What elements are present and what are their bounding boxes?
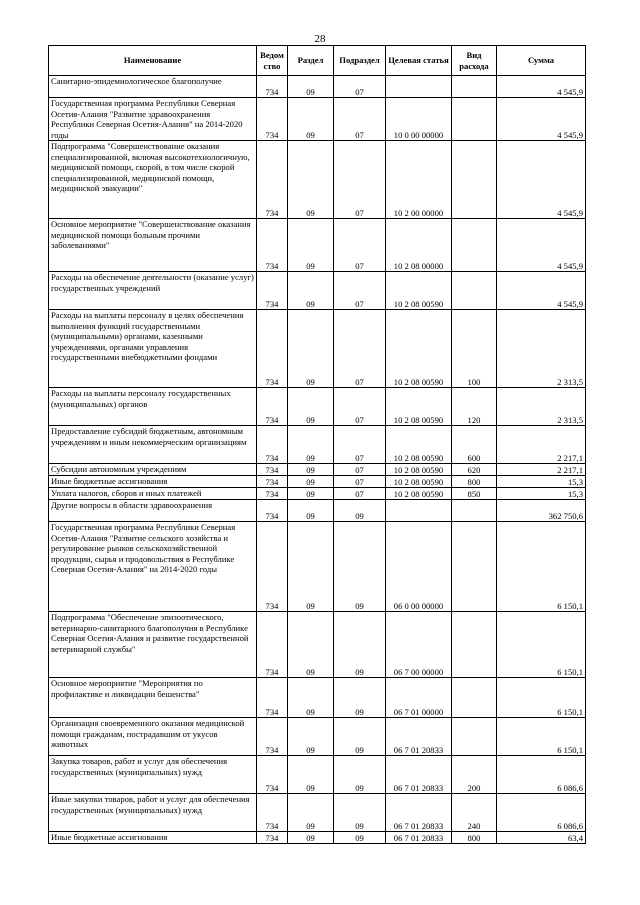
cell-summa: 362 750,6 (497, 500, 586, 522)
cell-summa: 4 545,9 (497, 272, 586, 310)
cell-statya: 10 2 08 00590 (386, 426, 452, 464)
cell-razdel: 09 (288, 612, 334, 678)
cell-razdel: 09 (288, 464, 334, 476)
table-row (49, 310, 586, 388)
cell-vid: 240 (452, 794, 497, 832)
cell-razdel: 09 (288, 98, 334, 141)
cell-summa: 2 217,1 (497, 426, 586, 464)
cell-vid (452, 522, 497, 612)
cell-statya: 10 2 08 00590 (386, 488, 452, 500)
cell-razdel: 09 (288, 272, 334, 310)
cell-vid: 200 (452, 756, 497, 794)
cell-statya: 06 7 01 20833 (386, 756, 452, 794)
cell-vid: 600 (452, 426, 497, 464)
header-summa: Сумма (497, 46, 586, 76)
table-row (49, 794, 586, 832)
cell-ved: 734 (257, 612, 288, 678)
cell-razdel: 09 (288, 678, 334, 718)
cell-razdel: 09 (288, 718, 334, 756)
cell-ved: 734 (257, 76, 288, 98)
header-razdel: Раздел (288, 46, 334, 76)
table-row (49, 476, 586, 488)
cell-summa: 6 150,1 (497, 522, 586, 612)
cell-ved: 734 (257, 488, 288, 500)
cell-vid: 120 (452, 388, 497, 426)
cell-name: Другие вопросы в области здравоохранения (49, 500, 257, 522)
table-row (49, 756, 586, 794)
cell-statya: 06 7 01 20833 (386, 794, 452, 832)
cell-statya: 10 2 08 00590 (386, 476, 452, 488)
cell-podrazdel: 09 (334, 612, 386, 678)
cell-name: Иные закупки товаров, работ и услуг для обеспечения государственных (муниципальных) нужд (49, 794, 257, 832)
cell-razdel: 09 (288, 832, 334, 844)
cell-ved: 734 (257, 500, 288, 522)
cell-name: Расходы на обеспечение деятельности (оказание услуг) государственных учреждений (49, 272, 257, 310)
cell-summa: 6 150,1 (497, 612, 586, 678)
table-row (49, 388, 586, 426)
cell-vid (452, 678, 497, 718)
budget-table (48, 45, 586, 844)
cell-statya: 10 2 08 00000 (386, 219, 452, 272)
cell-summa: 6 086,6 (497, 756, 586, 794)
cell-razdel: 09 (288, 388, 334, 426)
table-row (49, 219, 586, 272)
cell-summa: 2 217,1 (497, 464, 586, 476)
cell-ved: 734 (257, 832, 288, 844)
cell-name: Субсидии автономным учреждениям (49, 464, 257, 476)
cell-summa: 2 313,5 (497, 388, 586, 426)
cell-name: Иные бюджетные ассигнования (49, 832, 257, 844)
cell-ved: 734 (257, 98, 288, 141)
cell-podrazdel: 07 (334, 476, 386, 488)
cell-podrazdel: 09 (334, 718, 386, 756)
cell-statya (386, 500, 452, 522)
cell-summa: 15,3 (497, 488, 586, 500)
cell-name: Основное мероприятие "Мероприятия по профилактике и ликвидации бешенства" (49, 678, 257, 718)
cell-statya: 06 0 00 00000 (386, 522, 452, 612)
cell-podrazdel: 09 (334, 794, 386, 832)
cell-ved: 734 (257, 476, 288, 488)
cell-name: Предоставление субсидий бюджетным, автономным учреждениям и иным некоммерческим организациям (49, 426, 257, 464)
cell-vid (452, 219, 497, 272)
cell-ved: 734 (257, 219, 288, 272)
cell-razdel: 09 (288, 310, 334, 388)
header-ved: Ведом ство (257, 46, 288, 76)
cell-vid: 850 (452, 488, 497, 500)
cell-podrazdel: 07 (334, 219, 386, 272)
cell-statya: 10 0 00 00000 (386, 98, 452, 141)
cell-razdel: 09 (288, 794, 334, 832)
cell-podrazdel: 09 (334, 500, 386, 522)
cell-vid (452, 98, 497, 141)
cell-name: Уплата налогов, сборов и иных платежей (49, 488, 257, 500)
cell-podrazdel: 07 (334, 76, 386, 98)
cell-ved: 734 (257, 756, 288, 794)
cell-name: Закупка товаров, работ и услуг для обеспечения государственных (муниципальных) нужд (49, 756, 257, 794)
cell-name: Организация своевременного оказания медицинской помощи гражданам, пострадавшим от укусов животных (49, 718, 257, 756)
cell-name: Иные бюджетные ассигнования (49, 476, 257, 488)
header-vid: Вид расхода (452, 46, 497, 76)
cell-podrazdel: 09 (334, 522, 386, 612)
table-row (49, 500, 586, 522)
cell-name: Подпрограмма "Совершенствование оказания специализированной, включая высокотехнологичную, медицинской помощи, скорой, в том числе скорой специализированной, медицинской помощи, медицинской эвакуации" (49, 141, 257, 219)
cell-summa: 4 545,9 (497, 141, 586, 219)
cell-statya: 10 2 08 00590 (386, 388, 452, 426)
cell-statya: 06 7 01 20833 (386, 718, 452, 756)
cell-statya: 10 2 08 00590 (386, 464, 452, 476)
cell-statya: 06 7 01 00000 (386, 678, 452, 718)
cell-podrazdel: 09 (334, 756, 386, 794)
cell-statya: 06 7 00 00000 (386, 612, 452, 678)
table-row (49, 678, 586, 718)
cell-podrazdel: 07 (334, 388, 386, 426)
cell-statya: 10 2 00 00000 (386, 141, 452, 219)
cell-statya: 06 7 01 20833 (386, 832, 452, 844)
cell-podrazdel: 07 (334, 310, 386, 388)
table-row (49, 98, 586, 141)
page-number: 28 (314, 33, 326, 45)
cell-podrazdel: 07 (334, 141, 386, 219)
table-row (49, 718, 586, 756)
cell-statya (386, 76, 452, 98)
cell-summa: 6 150,1 (497, 718, 586, 756)
table-row (49, 522, 586, 612)
cell-razdel: 09 (288, 76, 334, 98)
cell-podrazdel: 09 (334, 678, 386, 718)
cell-name: Государственная программа Республики Северная Осетия-Алания "Развитие сельского хозяйства и регулирование рынков сельскохозяйственной продукции, сырья и продовольствия в Республике Северная Осетия-Алания" на 2014-2020 годы (49, 522, 257, 612)
cell-summa: 15,3 (497, 476, 586, 488)
cell-podrazdel: 09 (334, 832, 386, 844)
cell-summa: 4 545,9 (497, 76, 586, 98)
cell-razdel: 09 (288, 500, 334, 522)
cell-vid (452, 76, 497, 98)
cell-ved: 734 (257, 678, 288, 718)
cell-vid: 800 (452, 476, 497, 488)
cell-ved: 734 (257, 426, 288, 464)
cell-vid: 800 (452, 832, 497, 844)
cell-name: Санитарно-эпидемиологическое благополучие (49, 76, 257, 98)
cell-ved: 734 (257, 464, 288, 476)
cell-ved: 734 (257, 310, 288, 388)
table-row (49, 76, 586, 98)
table-row (49, 832, 586, 844)
cell-razdel: 09 (288, 756, 334, 794)
cell-name: Основное мероприятие "Совершенствование оказания медицинской помощи больным прочими заболеваниями" (49, 219, 257, 272)
table-row (49, 141, 586, 219)
cell-statya: 10 2 08 00590 (386, 272, 452, 310)
cell-podrazdel: 07 (334, 464, 386, 476)
cell-vid: 100 (452, 310, 497, 388)
cell-vid (452, 718, 497, 756)
cell-summa: 4 545,9 (497, 219, 586, 272)
table-row (49, 612, 586, 678)
cell-ved: 734 (257, 272, 288, 310)
cell-razdel: 09 (288, 476, 334, 488)
cell-ved: 734 (257, 522, 288, 612)
header-statya: Целевая статья (386, 46, 452, 76)
cell-razdel: 09 (288, 426, 334, 464)
cell-vid (452, 141, 497, 219)
cell-vid (452, 500, 497, 522)
table-row (49, 426, 586, 464)
cell-ved: 734 (257, 141, 288, 219)
cell-ved: 734 (257, 388, 288, 426)
cell-name: Государственная программа Республики Северная Осетия-Алания "Развитие здравоохранения Республики Северная Осетия-Алания" на 2014-2020 годы (49, 98, 257, 141)
cell-ved: 734 (257, 794, 288, 832)
table-row (49, 464, 586, 476)
cell-podrazdel: 07 (334, 426, 386, 464)
cell-name: Расходы на выплаты персоналу государственных (муниципальных) органов (49, 388, 257, 426)
cell-podrazdel: 07 (334, 488, 386, 500)
cell-razdel: 09 (288, 488, 334, 500)
cell-podrazdel: 07 (334, 272, 386, 310)
cell-statya: 10 2 08 00590 (386, 310, 452, 388)
cell-razdel: 09 (288, 141, 334, 219)
cell-name: Расходы на выплаты персоналу в целях обеспечения выполнения функций государственными (муниципальными) органами, казенными учреждениями, органами управления государственными внебюджетными фондами (49, 310, 257, 388)
cell-summa: 6 086,6 (497, 794, 586, 832)
cell-vid: 620 (452, 464, 497, 476)
cell-vid (452, 272, 497, 310)
cell-summa: 4 545,9 (497, 98, 586, 141)
header-row (49, 46, 586, 76)
cell-name: Подпрограмма "Обеспечение эпизоотического, ветеринарно-санитарного благополучия в Республике Северная Осетия-Алания и развитие государственной ветеринарной службы" (49, 612, 257, 678)
table-row (49, 272, 586, 310)
cell-razdel: 09 (288, 219, 334, 272)
header-podrazdel: Подраздел (334, 46, 386, 76)
cell-vid (452, 612, 497, 678)
table-row (49, 488, 586, 500)
cell-razdel: 09 (288, 522, 334, 612)
header-name: Наименование (49, 46, 257, 76)
cell-podrazdel: 07 (334, 98, 386, 141)
cell-summa: 2 313,5 (497, 310, 586, 388)
cell-ved: 734 (257, 718, 288, 756)
cell-summa: 6 150,1 (497, 678, 586, 718)
cell-summa: 63,4 (497, 832, 586, 844)
